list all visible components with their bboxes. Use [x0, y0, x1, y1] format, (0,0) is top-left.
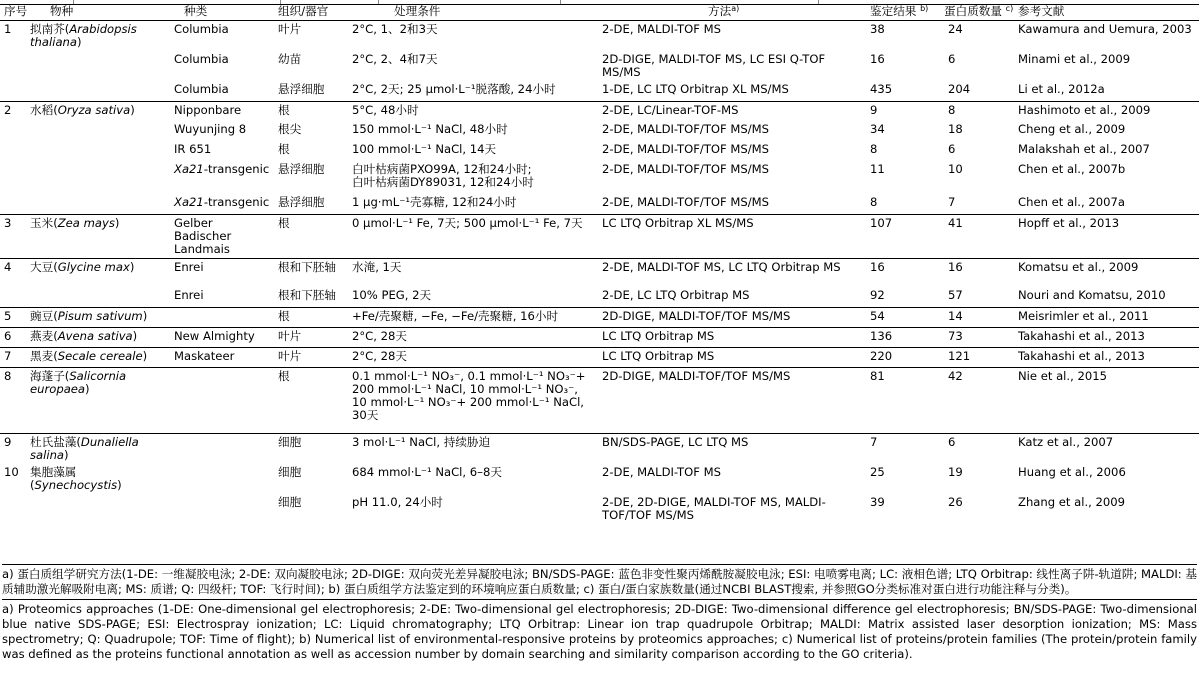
table-row — [0, 367, 1199, 433]
cell-treatment: 0.1 mmol·L⁻¹ NO₃⁻, 0.1 mmol·L⁻¹ NO₃⁻+ 200 mmol·L⁻¹ NaCl, 10 mmol·L⁻¹ NO₃⁻, 10 mmol·L⁻¹ NO₃⁻+ 200 mmol·L⁻¹ NaCl, 30天 — [350, 367, 598, 433]
cell-treatment: 水淹, 1天 — [350, 258, 598, 287]
cell-proteins: 6 — [948, 52, 956, 66]
cell-species: 大豆(Glycine max) — [26, 258, 170, 287]
cell-species — [26, 81, 170, 101]
header-proteins: 蛋白质数量 $^{c)}$ — [944, 4, 1014, 21]
table-row — [0, 494, 1199, 528]
cell-identified: 9 — [866, 101, 944, 121]
cell-treatment: 2°C, 28天 — [350, 327, 598, 347]
cell-method: 2-DE, MALDI-TOF/TOF MS/MS — [602, 162, 770, 176]
cell-treatment: 150 mmol·L⁻¹ NaCl, 48小时 — [352, 122, 508, 136]
cell-method: 1-DE, LC LTQ Orbitrap XL MS/MS — [602, 82, 789, 96]
cell-proteins: 121 — [944, 347, 1014, 367]
cell-proteins: 16 — [944, 258, 1014, 287]
table-row — [0, 101, 1199, 121]
cell-cultivar — [170, 307, 276, 327]
cell-tissue: 悬浮细胞 — [278, 162, 325, 176]
cell-identified: 39 — [870, 494, 885, 509]
cell-tissue: 根 — [276, 307, 350, 327]
cell-identified: 136 — [866, 327, 944, 347]
note-english: a) Proteomics approaches (1-DE: One-dimensional gel electrophoresis; 2-DE: Two-dimensional gel electrophoresis; 2D-DIGE: Two-dimensional difference gel electrophoresis; BN/SDS-PAGE: Two-dimensional blue native SDS-PAGE; ESI: Electrospray ionization; LC: Liquid chromatography; LTQ Orbitrap: Linear ion trap quadrupole Orbitrap; MALDI: Matrix assisted laser desorption ionization; MS: Mass spectrometry; Q: Quadrupole; TOF: Time of flight); b) Numerical list of environmental-responsive proteins by proteomics approaches; c) Numerical list of proteins/protein families (The protein/protein family was defined as the proteins functional annotation as well as accession number by domain searching and similarity comparison according to the GO criteria). — [2, 602, 1197, 661]
cell-species — [26, 194, 170, 214]
cell-proteins: 7 — [948, 195, 956, 209]
cell-species: 豌豆(Pisum sativum) — [26, 307, 170, 327]
cell-species — [26, 287, 170, 307]
cell-no — [0, 194, 26, 214]
cell-no: 6 — [0, 327, 26, 347]
table-notes — [0, 564, 1197, 664]
cell-species — [26, 121, 170, 141]
cell-species — [26, 51, 170, 81]
cell-cultivar: IR 651 — [174, 142, 212, 156]
cell-proteins: 57 — [948, 288, 963, 302]
cell-no: 4 — [0, 258, 26, 287]
header-tissue: 组织/器官 — [276, 4, 350, 21]
cell-proteins: 19 — [948, 464, 963, 479]
cell-treatment: 2°C, 2天; 25 μmol·L⁻¹脱落酸, 24小时 — [352, 82, 556, 96]
cell-refs: Meisrimler et al., 2011 — [1014, 307, 1199, 327]
cell-tissue: 叶片 — [276, 347, 350, 367]
cell-identified: 81 — [866, 367, 944, 433]
cell-tissue: 根 — [276, 214, 350, 258]
cell-cultivar — [170, 367, 276, 433]
note-chinese: a) 蛋白质组学研究方法(1-DE: 一维凝胶电泳; 2-DE: 双向凝胶电泳; 2D-DIGE: 双向荧光差异凝胶电泳; BN/SDS-PAGE: 蓝色非变性聚丙烯酰胺凝胶电泳; ESI: 电喷雾电离; LC: 液相色谱; LTQ Orbitrap: 线性离子阱-轨道阱; MALDI: 基质辅助激光解吸附电离; MS: 质谱; Q: 四级杆; TOF: 飞行时间); b) 蛋白质组学方法鉴定到的环境响应蛋白质数量; c) 蛋白/蛋白家族数量(通过NCBI BLAST搜索, 并参照GO分类标准对蛋白进行功能注释与分类)。 — [2, 567, 1197, 596]
cell-treatment: 5°C, 48小时 — [350, 101, 598, 121]
cell-identified: 7 — [866, 433, 944, 464]
cell-treatment: 0 μmol·L⁻¹ Fe, 7天; 500 μmol·L⁻¹ Fe, 7天 — [350, 214, 598, 258]
cell-tissue: 叶片 — [278, 22, 302, 36]
cell-treatment: 100 mmol·L⁻¹ NaCl, 14天 — [352, 142, 497, 156]
cell-tissue: 细胞 — [278, 494, 302, 509]
cell-identified: 435 — [870, 82, 893, 96]
cell-no: 8 — [0, 367, 26, 433]
cell-no — [0, 141, 26, 161]
table-row — [0, 214, 1199, 258]
cell-species — [26, 161, 170, 194]
cell-proteins: 73 — [944, 327, 1014, 347]
cell-tissue: 根尖 — [278, 122, 302, 136]
cell-refs: Minami et al., 2009 — [1018, 52, 1131, 66]
table-row — [0, 464, 1199, 494]
cell-identified: 16 — [870, 52, 885, 66]
proteomics-table — [0, 4, 1199, 528]
cell-identified: 220 — [866, 347, 944, 367]
cell-proteins: 6 — [948, 142, 956, 156]
cell-method: 2D-DIGE, MALDI-TOF/TOF MS/MS — [598, 307, 866, 327]
cell-refs: Zhang et al., 2009 — [1018, 494, 1126, 509]
cell-tissue: 细胞 — [276, 433, 350, 464]
cell-treatment: 2°C, 2、4和7天 — [352, 52, 438, 66]
cell-method: BN/SDS-PAGE, LC LTQ MS — [598, 433, 866, 464]
cell-method: 2-DE, 2D-DIGE, MALDI-TOF MS, MALDI-TOF/TOF MS/MS — [602, 494, 826, 522]
cell-proteins: 26 — [948, 494, 963, 509]
cell-no: 2 — [0, 101, 26, 121]
cell-treatment: 1 μg·mL⁻¹壳寡糖, 12和24小时 — [352, 195, 517, 209]
cell-no — [0, 81, 26, 101]
cell-refs: Malakshah et al., 2007 — [1018, 142, 1150, 156]
cell-cultivar — [170, 464, 276, 494]
cell-no: 7 — [0, 347, 26, 367]
cell-no — [0, 51, 26, 81]
cell-method: 2-DE, MALDI-TOF/TOF MS/MS — [602, 195, 770, 209]
cell-cultivar: Enrei — [174, 288, 204, 302]
cell-tissue: 叶片 — [276, 327, 350, 347]
cell-identified: 107 — [866, 214, 944, 258]
cell-identified: 54 — [866, 307, 944, 327]
cell-species: 拟南芥(Arabidopsis thaliana) — [30, 22, 137, 49]
header-method: 方法$^{a)}$ — [598, 4, 866, 21]
cell-method: 2D-DIGE, MALDI-TOF MS, LC ESI Q-TOF MS/MS — [602, 52, 826, 79]
cell-identified: 11 — [870, 162, 885, 176]
cell-no: 10 — [4, 464, 19, 479]
cell-species: 水稻(Oryza sativa) — [26, 101, 170, 121]
table-row — [0, 51, 1199, 81]
table-row — [0, 347, 1199, 367]
cell-refs: Takahashi et al., 2013 — [1014, 347, 1199, 367]
table-row — [0, 327, 1199, 347]
cell-no: 1 — [4, 22, 12, 36]
cell-cultivar — [170, 433, 276, 464]
header-species: 物种 — [26, 4, 170, 21]
cell-species: 黑麦(Secale cereale) — [26, 347, 170, 367]
cell-treatment: 10% PEG, 2天 — [352, 288, 432, 302]
cell-treatment: 3 mol·L⁻¹ NaCl, 持续胁迫 — [350, 433, 598, 464]
cell-no — [0, 287, 26, 307]
table-header-row — [0, 4, 1199, 21]
cell-proteins: 41 — [944, 214, 1014, 258]
cell-proteins: 204 — [948, 82, 971, 96]
table-row — [0, 121, 1199, 141]
cell-no: 3 — [0, 214, 26, 258]
cell-tissue: 幼苗 — [278, 52, 302, 66]
cell-refs: Komatsu et al., 2009 — [1014, 258, 1199, 287]
cell-proteins: 10 — [948, 162, 963, 176]
cell-cultivar: Columbia — [174, 22, 229, 36]
cell-proteins: 42 — [944, 367, 1014, 433]
cell-method: 2-DE, MALDI-TOF/TOF MS/MS — [602, 122, 770, 136]
cell-species: 海蓬子(Salicornia europaea) — [26, 367, 170, 433]
cell-tissue: 根和下胚轴 — [278, 288, 336, 302]
cell-refs: Huang et al., 2006 — [1018, 464, 1126, 479]
header-identified: 鉴定结果 $^{b)}$ — [866, 4, 944, 21]
cell-species — [26, 494, 170, 528]
cell-method: 2D-DIGE, MALDI-TOF/TOF MS/MS — [598, 367, 866, 433]
cell-refs: Chen et al., 2007a — [1018, 195, 1125, 209]
cell-method: LC LTQ Orbitrap MS — [598, 347, 866, 367]
cell-treatment: 684 mmol·L⁻¹ NaCl, 6–8天 — [352, 464, 502, 479]
cell-tissue: 根 — [278, 142, 290, 156]
cell-refs: Cheng et al., 2009 — [1018, 122, 1126, 136]
cell-method: 2-DE, LC/Linear-TOF-MS — [598, 101, 866, 121]
cell-refs: Kawamura and Uemura, 2003 — [1018, 22, 1192, 36]
cell-species — [26, 141, 170, 161]
table-row — [0, 307, 1199, 327]
cell-species: 燕麦(Avena sativa) — [26, 327, 170, 347]
header-refs: 参考文献 — [1014, 4, 1199, 21]
cell-tissue: 根和下胚轴 — [276, 258, 350, 287]
cell-cultivar: Maskateer — [170, 347, 276, 367]
cell-refs: Nouri and Komatsu, 2010 — [1018, 288, 1166, 302]
cell-species: 玉米(Zea mays) — [26, 214, 170, 258]
cell-species: 杜氏盐藻(Dunaliella salina) — [26, 433, 170, 464]
header-cultivar: 种类 — [170, 4, 276, 21]
header-treatment: 处理条件 — [350, 4, 598, 21]
cell-tissue: 根 — [276, 101, 350, 121]
cell-no: 9 — [0, 433, 26, 464]
cell-cultivar: Nipponbare — [170, 101, 276, 121]
cell-treatment: 2°C, 1、2和3天 — [352, 22, 438, 36]
cell-identified: 8 — [870, 195, 878, 209]
cell-cultivar: Xa21-transgenic — [174, 195, 270, 209]
cell-refs: Takahashi et al., 2013 — [1014, 327, 1199, 347]
cell-no — [0, 494, 26, 528]
cell-cultivar: Columbia — [174, 82, 229, 96]
cell-proteins: 8 — [944, 101, 1014, 121]
cell-no — [0, 121, 26, 141]
cell-treatment: 白叶枯病菌PXO99A, 12和24小时; 白叶枯病菌DY89031, 12和24小时 — [352, 162, 534, 189]
cell-cultivar: Wuyunjing 8 — [174, 122, 247, 136]
table-row — [0, 141, 1199, 161]
cell-tissue: 悬浮细胞 — [278, 195, 325, 209]
cell-refs: Li et al., 2012a — [1018, 82, 1105, 96]
cell-refs: Nie et al., 2015 — [1014, 367, 1199, 433]
table-row — [0, 287, 1199, 307]
cell-refs: Katz et al., 2007 — [1014, 433, 1199, 464]
cell-tissue: 细胞 — [278, 464, 302, 479]
cell-cultivar: Gelber Badischer Landmais — [170, 214, 276, 258]
cell-refs: Hashimoto et al., 2009 — [1014, 101, 1199, 121]
cell-method: 2-DE, MALDI-TOF MS — [602, 464, 721, 479]
cell-method: 2-DE, MALDI-TOF MS — [602, 22, 721, 36]
cell-species: 集胞藻属 (Synechocystis) — [30, 464, 122, 492]
cell-method: LC LTQ Orbitrap MS — [598, 327, 866, 347]
cell-cultivar: Enrei — [170, 258, 276, 287]
cell-identified: 38 — [870, 22, 885, 36]
cell-tissue: 悬浮细胞 — [278, 82, 325, 96]
table-row — [0, 258, 1199, 287]
header-no: 序号 — [0, 4, 26, 21]
cell-cultivar: Xa21-transgenic — [174, 162, 270, 176]
cell-cultivar: Columbia — [174, 52, 229, 66]
cell-cultivar — [170, 494, 276, 528]
cell-treatment: pH 11.0, 24小时 — [352, 494, 443, 509]
cell-identified: 16 — [866, 258, 944, 287]
cell-identified: 8 — [870, 142, 878, 156]
cell-no — [0, 161, 26, 194]
cell-proteins: 18 — [948, 122, 963, 136]
cell-refs: Chen et al., 2007b — [1018, 162, 1126, 176]
cell-method: 2-DE, LC LTQ Orbitrap MS — [602, 288, 750, 302]
cell-proteins: 24 — [948, 22, 963, 36]
cell-refs: Hopff et al., 2013 — [1014, 214, 1199, 258]
table-row — [0, 81, 1199, 101]
cell-treatment: +Fe/壳聚糖, −Fe, −Fe/壳聚糖, 16小时 — [350, 307, 598, 327]
table-row — [0, 21, 1199, 52]
cell-proteins: 6 — [944, 433, 1014, 464]
cell-treatment: 2°C, 28天 — [350, 347, 598, 367]
cell-identified: 92 — [870, 288, 885, 302]
table-row — [0, 194, 1199, 214]
cell-method: 2-DE, MALDI-TOF MS, LC LTQ Orbitrap MS — [598, 258, 866, 287]
cell-identified: 25 — [870, 464, 885, 479]
cell-no: 5 — [0, 307, 26, 327]
cell-method: 2-DE, MALDI-TOF/TOF MS/MS — [602, 142, 770, 156]
cell-tissue: 根 — [276, 367, 350, 433]
cell-method: LC LTQ Orbitrap XL MS/MS — [598, 214, 866, 258]
cell-proteins: 14 — [944, 307, 1014, 327]
table-row — [0, 433, 1199, 464]
table-row — [0, 161, 1199, 194]
cell-identified: 34 — [870, 122, 885, 136]
cell-cultivar: New Almighty — [170, 327, 276, 347]
